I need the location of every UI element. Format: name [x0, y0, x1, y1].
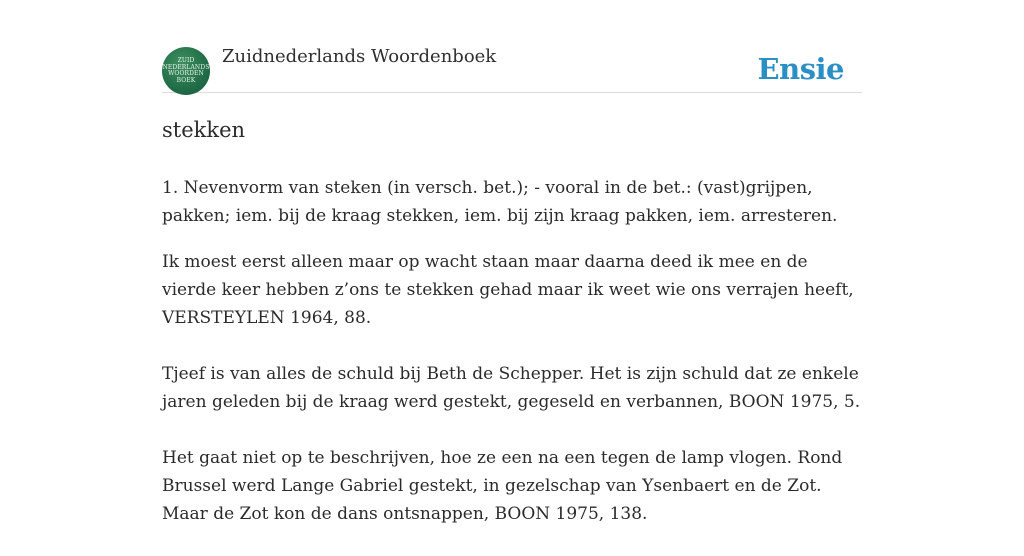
site-header	[162, 44, 862, 93]
dictionary-name-link[interactable]: Zuidnederlands Woordenboek	[222, 46, 497, 67]
dictionary-logo[interactable]	[162, 47, 210, 95]
citation-quote: Het gaat niet op te beschrijven, hoe ze een na een tegen de lamp vlogen. Rond Brussel werd Lange Gabriel gestekt, in gezelschap van Ysenbaert en de Zot. Maar de Zot kon de dans ontsnappen, BOON 1975, 138.	[162, 448, 843, 524]
ensie-brand-link[interactable]: Ensie	[757, 52, 844, 86]
logo-text-line: NEDERLANDS	[162, 63, 210, 71]
entry-headword: stekken	[162, 118, 246, 142]
logo-text-line: BOEK	[176, 76, 196, 84]
citation-quote: Tjeef is van alles de schuld bij Beth de Schepper. Het is zijn schuld dat ze enkele jaren geleden bij de kraag werd gestekt, gegeseld en verbannen, BOON 1975, 5.	[162, 364, 861, 412]
entry-definition: 1. Nevenvorm van steken (in versch. bet.); - vooral in de bet.: (vast)grijpen, pakken; iem. bij de kraag stekken, iem. bij zijn kraag pakken, iem. arresteren.	[162, 178, 838, 226]
logo-text-line: WOORDEN	[168, 70, 204, 77]
entry-content	[162, 112, 862, 556]
citation-quote: Ik moest eerst alleen maar op wacht staan maar daarna deed ik mee en de vierde keer hebben z’ons te stekken gehad maar ik weet wie ons verrajen heeft, VERSTEYLEN 1964, 88.	[162, 252, 854, 328]
logo-text-line: ZUID	[177, 57, 195, 64]
